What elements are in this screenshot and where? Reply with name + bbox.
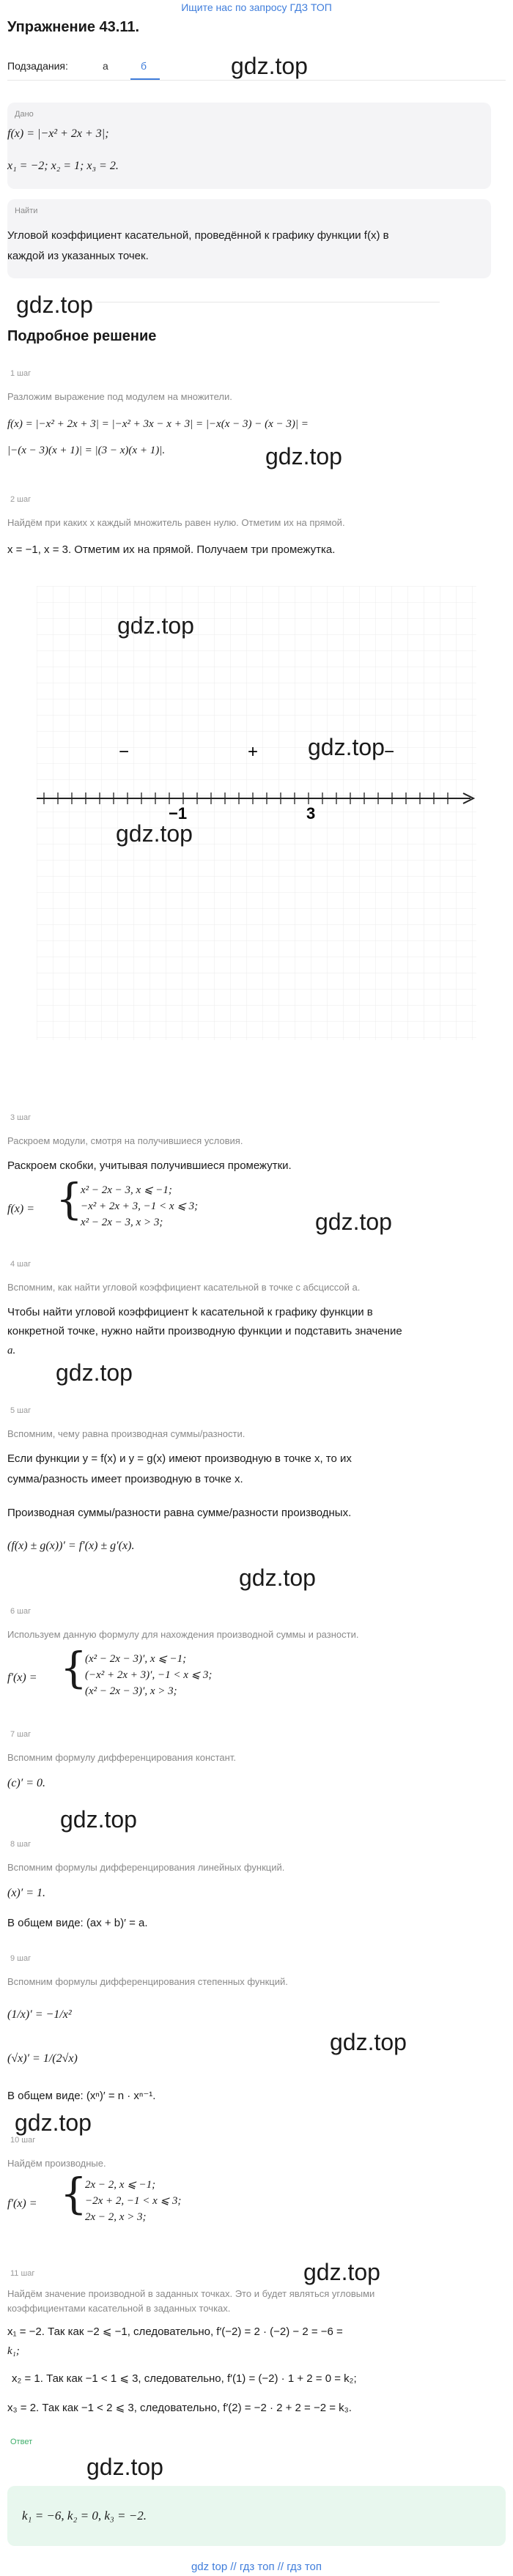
step-2-label: 2 шаг (10, 495, 32, 504)
watermark: gdz.top (86, 2454, 163, 2480)
step-1-line-1: f(x) = |−x² + 2x + 3| = |−x² + 3x − x + 3| = |−x(x − 3) − (x − 3)| = (7, 418, 309, 430)
tab-b[interactable]: б (141, 60, 147, 72)
step-4-text-2: конкретной точке, нужно найти производную функции и подставить значение (7, 1325, 402, 1337)
step-5-formula: (f(x) ± g(x))′ = f′(x) ± g′(x). (7, 1540, 135, 1552)
step-3-case-1: x² − 2x − 3, x ⩽ −1; (81, 1184, 172, 1196)
step-1-line-2: |−(x − 3)(x + 1)| = |(3 − x)(x + 1)|. (7, 445, 166, 456)
given-points: x₁ = −2; x₂ = 1; x₃ = 2. (7, 160, 119, 172)
given-label: Дано (15, 110, 34, 119)
sign-middle: + (248, 742, 259, 762)
step-3-case-2: −x² + 2x + 3, −1 < x ⩽ 3; (81, 1200, 199, 1212)
watermark: gdz.top (60, 1806, 137, 1833)
step-10-label: 10 шаг (10, 2136, 36, 2145)
step-8-formula: (x)′ = 1. (7, 1887, 46, 1899)
step-7-label: 7 шаг (10, 1730, 32, 1739)
step-6-label: 6 шаг (10, 1607, 32, 1616)
sign-left: − (119, 742, 130, 762)
step-8-label: 8 шаг (10, 1840, 32, 1849)
step-2-desc: Найдём при каких x каждый множитель равен нулю. Отметим их на прямой. (7, 517, 345, 528)
step-11-line-3: x₃ = 2. Так как −1 < 2 ⩽ 3, следовательно, f′(2) = −2 · 2 + 2 = −2 = k₃. (7, 2402, 352, 2414)
watermark: gdz.top (56, 1359, 133, 1386)
find-card (7, 199, 491, 278)
solution-title: Подробное решение (7, 328, 157, 344)
step-6-case-3: (x² − 2x − 3)′, x > 3; (85, 1685, 177, 1697)
step-3-desc: Раскроем модули, смотря на получившиеся условия. (7, 1135, 243, 1146)
step-7-formula: (c)′ = 0. (7, 1777, 46, 1789)
watermark: gdz.top (308, 734, 385, 760)
step-10-case-1: 2x − 2, x ⩽ −1; (85, 2179, 156, 2191)
header-divider (7, 80, 506, 81)
step-9-formula-1: (1/x)′ = −1/x² (7, 2008, 72, 2021)
step-8-text: В общем виде: (ax + b)′ = a. (7, 1917, 148, 1929)
find-text-2: каждой из указанных точек. (7, 250, 149, 262)
left-brace: { (56, 1174, 83, 1224)
footer-links[interactable]: gdz top // гдз топ // гдз топ (191, 2561, 322, 2573)
step-10-desc: Найдём производные. (7, 2158, 106, 2169)
search-link[interactable]: Ищите нас по запросу ГДЗ ТОП (181, 1, 332, 13)
sign-right: − (384, 742, 395, 762)
step-5-desc: Вспомним, чему равна производная суммы/разности. (7, 1428, 246, 1439)
find-text-1: Угловой коэффициент касательной, проведённой к графику функции f(x) в (7, 229, 389, 242)
step-11-line-2: x₂ = 1. Так как −1 < 1 ⩽ 3, следовательно, f′(1) = (−2) · 1 + 2 = 0 = k₂; (12, 2372, 357, 2385)
step-4-text-3: a. (7, 1345, 16, 1356)
step-1-label: 1 шаг (10, 369, 32, 378)
number-line-figure (37, 586, 476, 1040)
step-6-case-1: (x² − 2x − 3)′, x ⩽ −1; (85, 1653, 187, 1665)
step-9-label: 9 шаг (10, 1954, 32, 1963)
step-3-text: Раскроем скобки, учитывая получившиеся промежутки. (7, 1159, 292, 1172)
watermark: gdz.top (231, 53, 308, 79)
step-10-lhs: f′(x) = (7, 2197, 37, 2210)
answer-text: k₁ = −6, k₂ = 0, k₃ = −2. (22, 2509, 147, 2523)
grid-background (37, 586, 476, 1040)
watermark: gdz.top (303, 2259, 380, 2285)
watermark: gdz.top (239, 1564, 316, 1591)
left-brace: { (60, 2169, 87, 2219)
watermark: gdz.top (315, 1209, 392, 1235)
given-function: f(x) = |−x² + 2x + 3|; (7, 127, 109, 140)
given-card (7, 103, 491, 189)
step-11-desc-1: Найдём значение производной в заданных точках. Это и будет являться угловыми (7, 2288, 375, 2299)
step-6-desc: Используем данную формулу для нахождения производной суммы и разности. (7, 1629, 359, 1640)
watermark: gdz.top (116, 820, 193, 847)
step-5-text-1: Если функции y = f(x) и y = g(x) имеют производную в точке x, то их (7, 1452, 352, 1465)
step-5-text-2: сумма/разность имеет производную в точке x. (7, 1473, 243, 1485)
step-9-formula-2: (√x)′ = 1/(2√x) (7, 2052, 78, 2065)
step-4-text-1: Чтобы найти угловой коэффициент k касательной к графику функции в (7, 1306, 373, 1318)
step-10-case-3: 2x − 2, x > 3; (85, 2211, 147, 2223)
subtasks-label: Подзадания: (7, 60, 68, 72)
step-9-desc: Вспомним формулы дифференцирования степенных функций. (7, 1976, 288, 1987)
step-8-desc: Вспомним формулы дифференцирования линейных функций. (7, 1862, 285, 1873)
watermark: gdz.top (16, 292, 93, 318)
answer-box (7, 2486, 506, 2546)
step-9-text: В общем виде: (xⁿ)′ = n · xⁿ⁻¹. (7, 2090, 156, 2102)
page-title: Упражнение 43.11. (7, 19, 140, 35)
step-4-desc: Вспомним, как найти угловой коэффициент касательной в точке с абсциссой a. (7, 1282, 361, 1293)
step-6-lhs: f′(x) = (7, 1671, 37, 1684)
find-label: Найти (15, 207, 38, 215)
tab-a[interactable]: а (103, 60, 108, 72)
step-10-case-2: −2x + 2, −1 < x ⩽ 3; (85, 2195, 182, 2207)
step-11-label: 11 шаг (10, 2269, 35, 2278)
watermark: gdz.top (15, 2109, 92, 2136)
step-5-label: 5 шаг (10, 1406, 32, 1415)
step-3-lhs: f(x) = (7, 1203, 34, 1215)
watermark: gdz.top (330, 2029, 407, 2055)
step-5-text-3: Производная суммы/разности равна сумме/разности производных. (7, 1507, 352, 1519)
step-2-text: x = −1, x = 3. Отметим их на прямой. Получаем три промежутка. (7, 543, 336, 556)
step-1-desc: Разложим выражение под модулем на множители. (7, 391, 232, 402)
step-4-label: 4 шаг (10, 1260, 32, 1269)
step-3-case-3: x² − 2x − 3, x > 3; (81, 1217, 163, 1228)
watermark: gdz.top (265, 443, 342, 469)
answer-label: Ответ (10, 2438, 33, 2446)
point-minus-1: −1 (169, 804, 188, 823)
step-11-line-1: x₁ = −2. Так как −2 ⩽ −1, следовательно, f′(−2) = 2 · (−2) − 2 = −6 = (7, 2326, 343, 2338)
step-11-line-1b: k₁; (7, 2345, 20, 2357)
step-6-case-2: (−x² + 2x + 3)′, −1 < x ⩽ 3; (85, 1669, 213, 1681)
left-brace: { (60, 1643, 87, 1693)
step-7-desc: Вспомним формулу дифференцирования констант. (7, 1752, 236, 1763)
point-3: 3 (306, 804, 316, 823)
step-3-label: 3 шаг (10, 1113, 32, 1122)
step-11-desc-2: коэффициентами касательной в заданных точках. (7, 2303, 231, 2314)
